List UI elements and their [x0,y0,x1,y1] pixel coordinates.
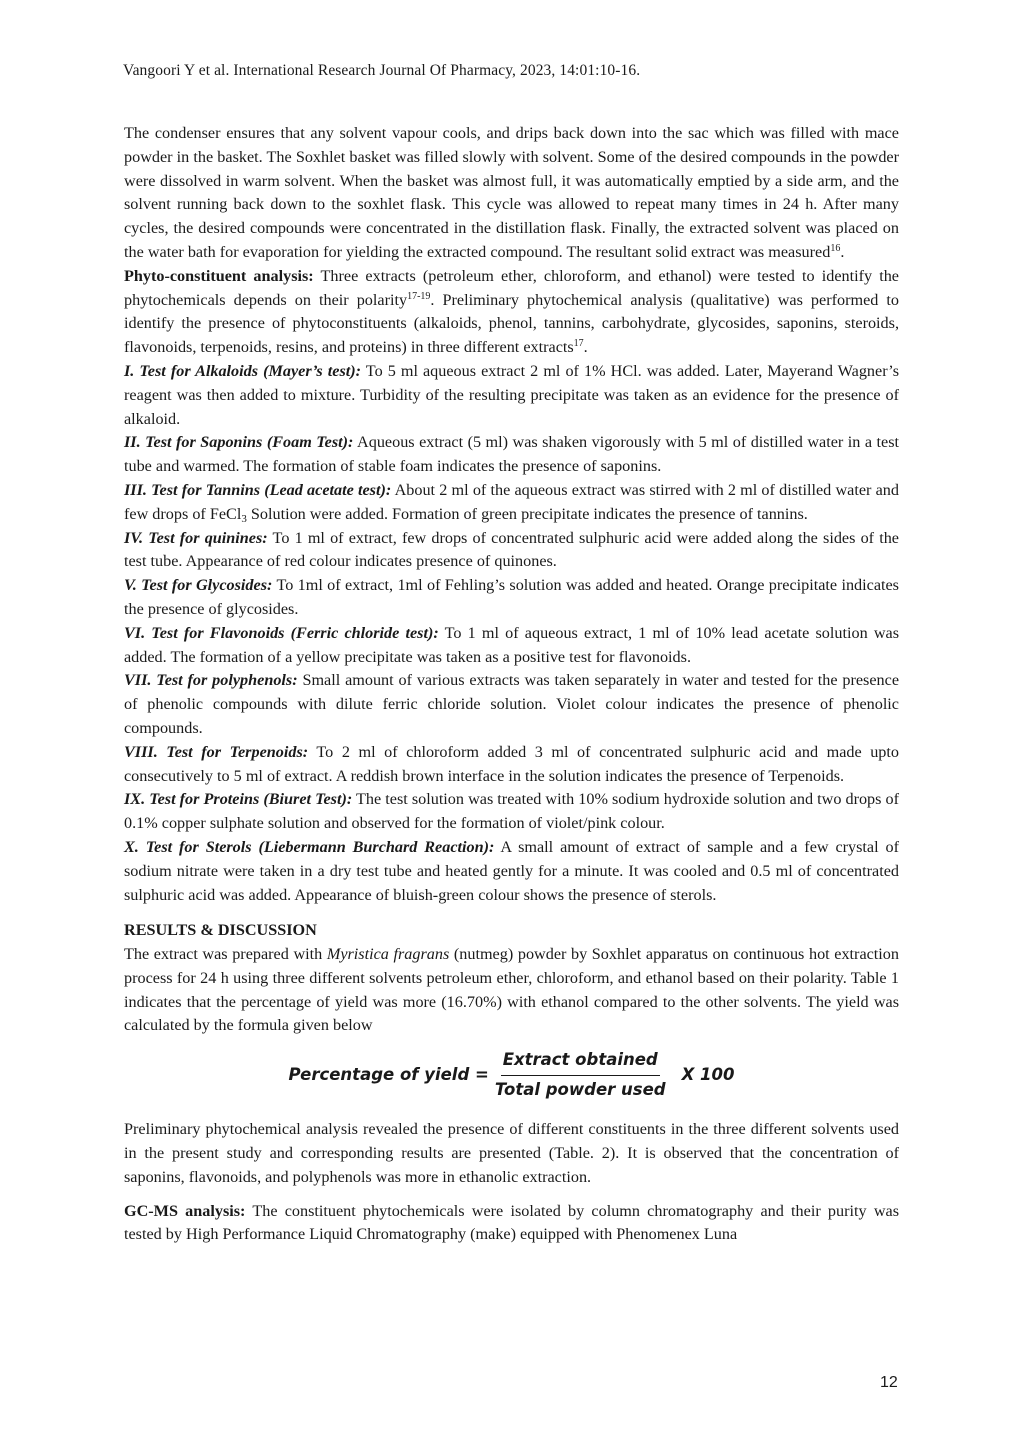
test-text: The test solution was treated with 10% sodium hydroxide solution and two drops of 0.1% copper sulphate solution and observed for the formation of violet/pink colour. [124,790,900,833]
test-heading: VI. Test for Flavonoids (Ferric chloride test): [124,623,439,642]
species-name: Myristica fragrans [326,945,450,964]
formula-multiplier: X 100 [681,1065,735,1085]
test-alkaloids [124,360,899,431]
test-text: To 1 ml of extract, few drops of concentrated sulphuric acid were added along the sides of the test tube. Appearance of red colour indicates presence of quinones. [124,528,899,571]
citation-ref: 17-19 [407,290,431,302]
test-heading: I. Test for Alkaloids (Mayer’s test): [124,361,362,380]
punctuation: . [583,338,588,357]
paragraph-text: . Preliminary phytochemical analysis (qualitative) was performed to identify the presence of phytoconstituents (alkaloids, phenol, tannins, carbohydrate, glycosides, saponins, steroids, flavonoids, terpenoids, resins, and proteins) in three different extracts [124,290,899,357]
citation-ref: 17 [573,338,584,350]
test-flavonoids [124,622,899,670]
test-text: About 2 ml of the aqueous extract was stirred with 2 ml of distilled water and few drops of FeCl [124,480,899,523]
paragraph-heading: Phyto-constituent analysis: [124,266,314,285]
test-text: To 2 ml of chloroform added 3 ml of concentrated sulphuric acid and made upto consecutively to 5 ml of extract. A reddish brown interface in the solution indicates the presence of Terpenoids. [124,742,899,785]
page-number: 12 [880,1374,898,1391]
test-heading: VIII. Test for Terpenoids: [124,742,309,761]
paragraph-text: Three extracts (petroleum ether, chloroform, and ethanol) were tested to identify the phytochemicals depends on their polarity [124,266,899,309]
punctuation: . [840,242,845,261]
test-heading: II. Test for Saponins (Foam Test): [124,433,354,452]
test-heading: VII. Test for polyphenols: [124,671,298,690]
paragraph-preliminary: Preliminary phytochemical analysis revealed the presence of different constituents in the three different solvents used in the present study and corresponding results are presented (Table. 2). It is observed that the concentration of saponins, flavonoids, and polyphenols was more in ethanolic extraction. [124,1120,899,1186]
test-heading: V. Test for Glycosides: [124,576,273,595]
test-text: Aqueous extract (5 ml) was shaken vigorously with 5 ml of distilled water in a test tube and warmed. The formation of stable foam indicates the presence of saponins. [124,433,899,476]
formula-lhs: Percentage of yield = [288,1065,489,1085]
paragraph-text: (nutmeg) powder by Soxhlet apparatus on continuous hot extraction process for 24 h using three different solvents petroleum ether, chloroform, and ethanol based on their polarity. Table 1 indicates that the percentage of yield was more (16.70%) with ethanol compared to the other solvents. The yield was calculated by the formula given below [124,945,899,1035]
subscript: 3 [241,512,247,525]
test-quinines [124,527,899,575]
paragraph-text: The extract was prepared with [124,945,327,964]
paragraph-soxhlet [124,122,899,265]
test-sterols [124,836,899,907]
section-heading-results: RESULTS & DISCUSSION [124,921,317,940]
test-text: Small amount of various extracts was taken separately in water and tested for the presence of phenolic compounds with dilute ferric chloride solution. Violet colour indicates the presence of phenolic compounds. [124,671,899,737]
test-proteins [124,788,899,836]
test-heading: X. Test for Sterols (Liebermann Burchard Reaction): [124,837,495,856]
test-glycosides [124,574,899,622]
test-heading: IX. Test for Proteins (Biuret Test): [124,790,353,809]
test-text: Solution were added. Formation of green precipitate indicates the presence of tannins. [246,504,808,523]
test-text: To 1ml of extract, 1ml of Fehling’s solution was added and heated. Orange precipitate indicates the presence of glycosides. [124,576,899,618]
paragraph-text: The condenser ensures that any solvent vapour cools, and drips back down into the sac which was filled with mace powder in the basket. The Soxhlet basket was filled slowly with solvent. Some of the desired compounds in the powder were dissolved in warm solvent. When the basket was almost full, it was automatically emptied by a side arm, and the solvent running back down to the soxhlet flask. This cycle was allowed to repeat many times in 24 h. After many cycles, the desired compounds were concentrated in the distillation flask. Finally, the extracted solvent was placed on the water bath for evaporation for yielding the extracted compound. The resultant solid extract was measured [124,124,899,261]
test-heading: IV. Test for quinines: [124,528,268,547]
paragraph-heading: GC-MS analysis: [124,1201,246,1220]
test-text: To 1 ml of aqueous extract, 1 ml of 10% lead acetate solution was added. The formation of a yellow precipitate was taken as a positive test for flavonoids. [124,623,899,666]
test-terpenoids [124,741,899,789]
test-tannins [124,479,899,527]
formula-denominator: Total powder used [494,1080,666,1100]
running-header: Vangoori Y et al. International Research Journal Of Pharmacy, 2023, 14:01:10-16. [123,62,641,79]
paragraph-results [124,943,899,1038]
test-text: A small amount of extract of sample and a few crystal of sodium nitrate were taken in a dry test tube and heated gently for a minute. It was cooled and 0.5 ml of concentrated sulphuric acid was added. Appearance of bluish-green colour shows the presence of sterols. [124,837,899,904]
test-polyphenols [124,669,899,740]
test-text: To 5 ml aqueous extract 2 ml of 1% HCl. was added. Later, Mayerand Wagner’s reagent was then added to mixture. Turbidity of the resulting precipitate was taken as an evidence for the presence of alkaloid. [124,361,899,428]
citation-ref: 16 [830,242,841,254]
formula-numerator: Extract obtained [501,1048,660,1076]
test-saponins [124,431,899,479]
yield-formula [124,1046,899,1104]
paragraph-phyto-analysis [124,265,899,360]
article-body [124,122,899,1247]
paragraph-gcms [124,1200,899,1248]
paragraph-text: The constituent phytochemicals were isolated by column chromatography and their purity was tested by High Performance Liquid Chromatography (make) equipped with Phenomenex Luna [124,1201,899,1244]
formula-fraction [493,1048,668,1102]
test-heading: III. Test for Tannins (Lead acetate test): [124,480,392,499]
